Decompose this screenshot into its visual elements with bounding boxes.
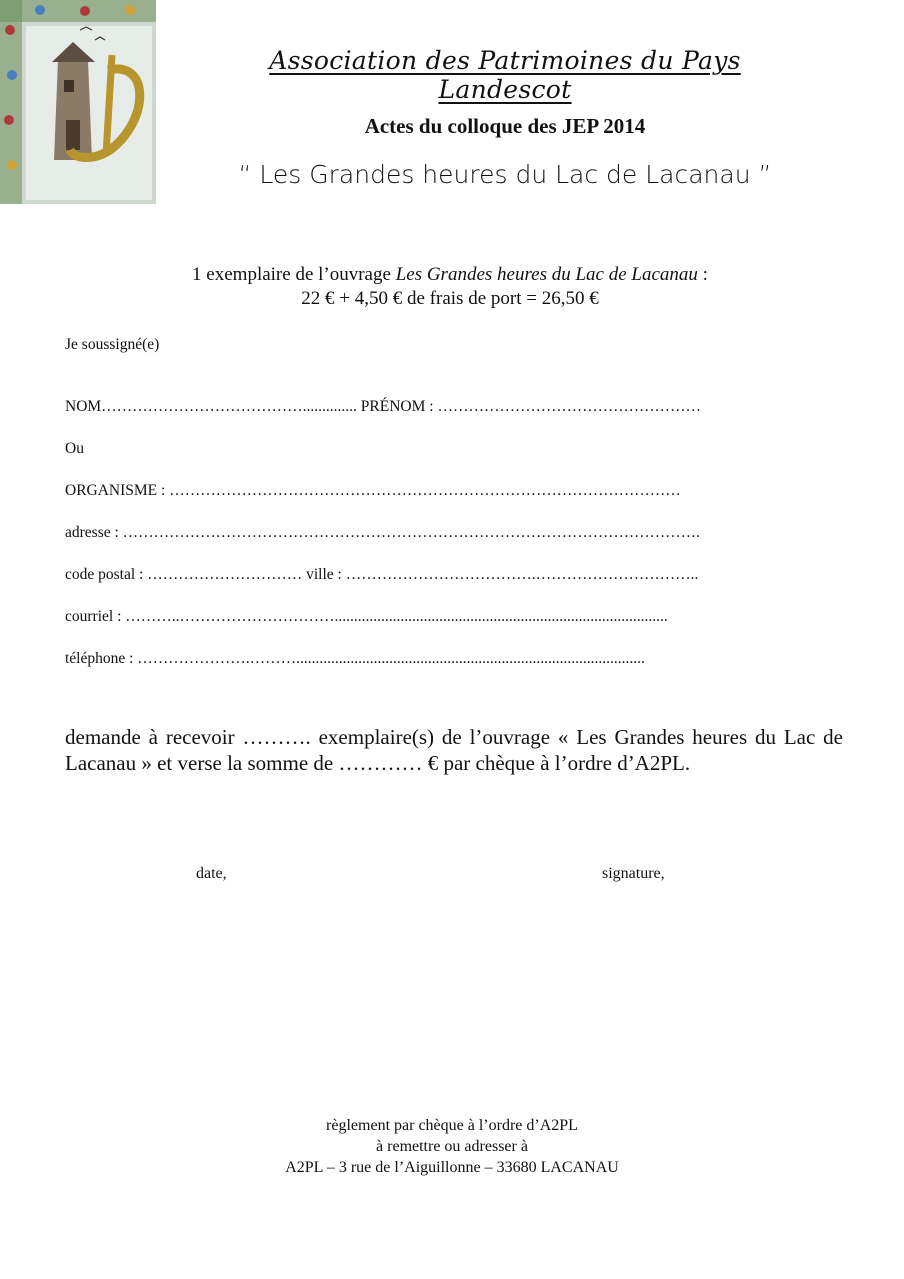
association-logo — [0, 0, 156, 204]
adresse-field[interactable]: adresse : …………………………………………………………………………………………………. — [65, 524, 701, 541]
organisme-field[interactable]: ORGANISME : ……………………………………………………………………………………… — [65, 482, 681, 499]
proceedings-title: Actes du colloque des JEP 2014 — [364, 114, 646, 138]
ou-label: Ou — [65, 440, 84, 457]
courriel-field[interactable]: courriel : ………..…………………………...................................................................................... — [65, 608, 668, 625]
nom-prenom-field[interactable]: NOM………………………………….............. PRÉNOM : …………………………………………… — [65, 398, 701, 415]
mill-tower-illuminated-letter-icon — [0, 0, 156, 204]
footer-address: A2PL – 3 rue de l’Aiguillonne – 33680 LACANAU — [285, 1159, 619, 1176]
code-postal-ville-field[interactable]: code postal : ………………………… ville : ……………………………….………………………….. — [65, 566, 699, 583]
offer-book-title: Les Grandes heures du Lac de Lacanau — [395, 264, 698, 285]
offer-suffix: : — [697, 264, 708, 285]
footer-instruction: à remettre ou adresser à — [376, 1138, 528, 1155]
offer-price: 22 € + 4,50 € de frais de port = 26,50 € — [301, 288, 599, 309]
footer-payment: règlement par chèque à l’ordre d’A2PL — [326, 1117, 578, 1134]
footer-block — [200, 1115, 704, 1178]
telephone-field[interactable]: téléphone : ………………….……….......................................................................................... — [65, 650, 645, 667]
offer-prefix: 1 exemplaire de l’ouvrage — [192, 264, 396, 285]
request-paragraph: demande à recevoir ………. exemplaire(s) de l’ouvrage « Les Grandes heures du Lac de Lacanau » et verse la somme de ………… € par chèque à l’ordre d’A2PL. — [65, 725, 843, 775]
signature-label: signature, — [602, 865, 665, 882]
association-name: Association des Patrimoines du Pays Landescot — [269, 46, 741, 104]
offer-line-1 — [60, 263, 840, 287]
soussigne-label: Je soussigné(e) — [65, 336, 160, 353]
book-title: “ Les Grandes heures du Lac de Lacanau ” — [238, 160, 772, 189]
offer-block — [60, 263, 840, 311]
date-label: date, — [196, 865, 227, 882]
